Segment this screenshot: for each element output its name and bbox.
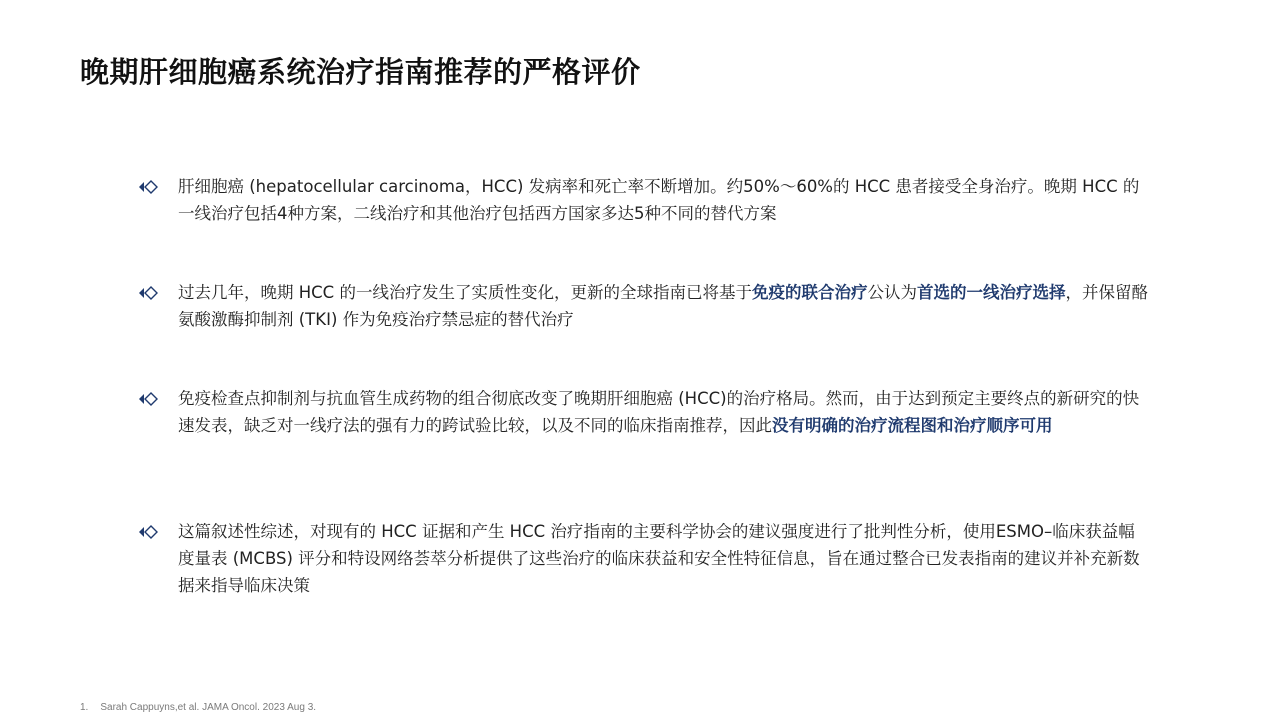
highlighted-phrase: 首选的一线治疗选择: [916, 283, 1066, 302]
bullet-item-4: [138, 515, 1148, 599]
diamond-bullet-icon: [138, 382, 178, 416]
bullet-text: [178, 170, 1148, 227]
bullet-text-segment: 肝细胞癌 (hepatocellular carcinoma，HCC) 发病率和死亡率不断增加。约50%～60%的 HCC 患者接受全身治疗。晚期 HCC 的一线治疗包括4种方案，二线治疗和其他治疗包括西方国家多达5种不同的替代方案: [178, 177, 1140, 223]
diamond-bullet-icon: [138, 515, 178, 549]
highlighted-phrase: 没有明确的治疗流程图和治疗顺序可用: [772, 416, 1053, 435]
bullet-text: [178, 382, 1148, 439]
slide-title: 晚期肝细胞癌系统治疗指南推荐的严格评价: [80, 55, 641, 89]
bullet-text: [178, 515, 1148, 599]
footnote-citation: Sarah Cappuyns,et al. JAMA Oncol. 2023 Aug 3.: [100, 702, 317, 713]
bullet-item-2: [138, 276, 1148, 333]
bullet-text-segment: 公认为: [867, 283, 917, 302]
highlighted-phrase: 免疫的联合治疗: [751, 283, 868, 302]
diamond-bullet-icon: [138, 276, 178, 310]
bullet-item-3: [138, 382, 1148, 439]
bullet-item-1: [138, 170, 1148, 227]
bullet-text-segment: 这篇叙述性综述，对现有的 HCC 证据和产生 HCC 治疗指南的主要科学协会的建议强度进行了批判性分析，使用ESMO–临床获益幅度量表 (MCBS) 评分和特设网络荟萃分析提供了这些治疗的临床获益和安全性特征信息，旨在通过整合已发表指南的建议并补充新数据来指导临床决策: [178, 522, 1140, 595]
bullet-text-segment: 过去几年，晚期 HCC 的一线治疗发生了实质性变化，更新的全球指南已将基于: [178, 283, 752, 302]
footnote: [80, 702, 316, 713]
bullet-text: [178, 276, 1148, 333]
bullet-text-segment: ，并保留酪氨酸激酶抑制剂 (TKI) 作为免疫治疗禁忌症的替代治疗: [178, 283, 1148, 329]
bullet-text-segment: 免疫检查点抑制剂与抗血管生成药物的组合彻底改变了晚期肝细胞癌 (HCC)的治疗格局。然而，由于达到预定主要终点的新研究的快速发表，缺乏对一线疗法的强有力的跨试验比较，以及不同的临床指南推荐，因此: [178, 389, 1140, 435]
footnote-number: 1.: [80, 702, 89, 713]
diamond-bullet-icon: [138, 170, 178, 204]
